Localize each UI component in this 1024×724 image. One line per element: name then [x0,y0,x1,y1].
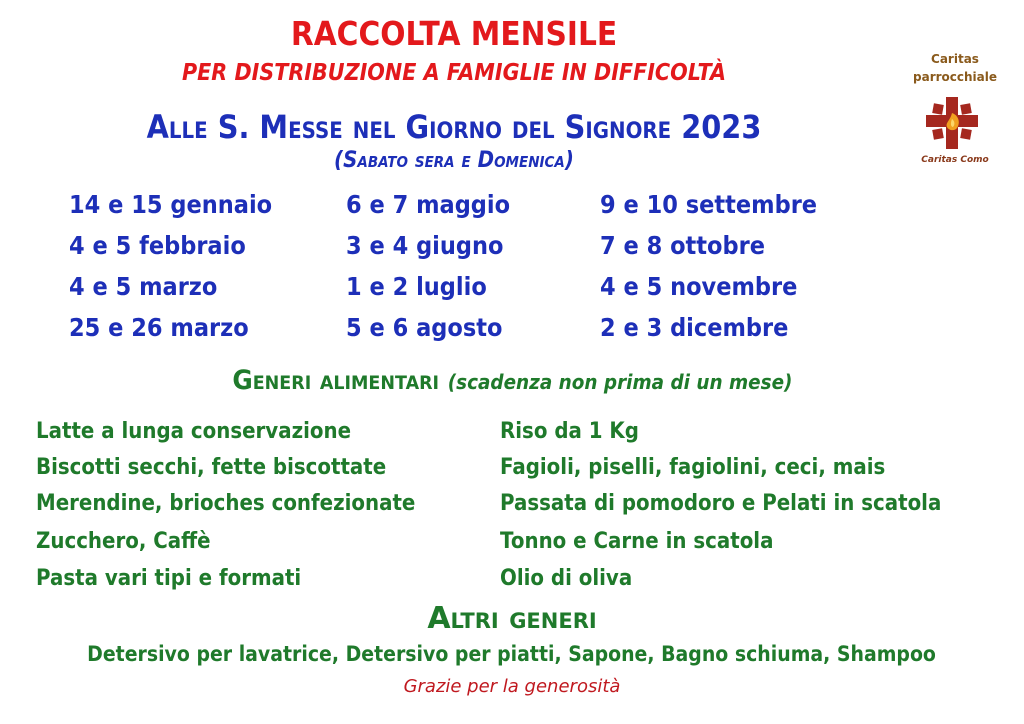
food-item-right: Passata di pomodoro e Pelati in scatola [500,491,942,516]
food-item-left: Biscotti secchi, fette biscottate [36,455,387,480]
date-col1-row4: 25 e 26 marzo [69,313,249,342]
other-goods-heading: Altri generi [427,601,597,636]
food-heading-title: Generi alimentari [231,365,439,396]
food-item-right: Tonno e Carne in scatola [500,529,774,554]
date-col3-row4: 2 e 3 dicembre [600,313,789,342]
date-col1-row1: 14 e 15 gennaio [69,190,273,219]
food-heading [0,365,1024,396]
food-item-left: Pasta vari tipi e formati [36,566,302,591]
date-col2-row2: 3 e 4 giugno [346,231,504,260]
food-item-left: Zucchero, Caffè [36,529,211,554]
date-col2-row4: 5 e 6 agosto [346,313,503,342]
date-col1-row2: 4 e 5 febbraio [69,231,246,260]
food-heading-note: (scadenza non prima di un mese) [447,370,793,394]
logo-caption: Caritas Como [921,155,989,165]
masses-heading: Alle S. Messe nel Giorno del Signore 2023 [146,108,762,146]
food-item-right: Fagioli, piselli, fagiolini, ceci, mais [500,455,886,480]
food-item-left: Merendine, brioches confezionate [36,491,416,516]
date-col2-row3: 1 e 2 luglio [346,272,487,301]
date-col1-row3: 4 e 5 marzo [69,272,218,301]
food-item-left: Latte a lunga conservazione [36,419,352,444]
logo-caritas-label: Caritas [931,52,979,66]
date-col2-row1: 6 e 7 maggio [346,190,511,219]
weekend-note: (Sabato sera e Domenica) [334,148,574,173]
date-col3-row1: 9 e 10 settembre [600,190,818,219]
other-goods-list [0,642,1024,666]
caritas-cross-icon [925,95,979,151]
logo-parrocchiale-label: parrocchiale [913,70,997,84]
page-title: RACCOLTA MENSILE [290,14,618,53]
thanks-note: Grazie per la generosità [403,676,621,697]
other-goods-items: Detersivo per lavatrice, Detersivo per piatti, Sapone, Bagno schiuma, Shampoo [87,642,937,666]
date-col3-row3: 4 e 5 novembre [600,272,798,301]
food-item-right: Riso da 1 Kg [500,419,639,444]
food-item-right: Olio di oliva [500,566,633,591]
date-col3-row2: 7 e 8 ottobre [600,231,765,260]
page-subtitle: PER DISTRIBUZIONE A FAMIGLIE IN DIFFICOLTÀ [181,60,727,86]
